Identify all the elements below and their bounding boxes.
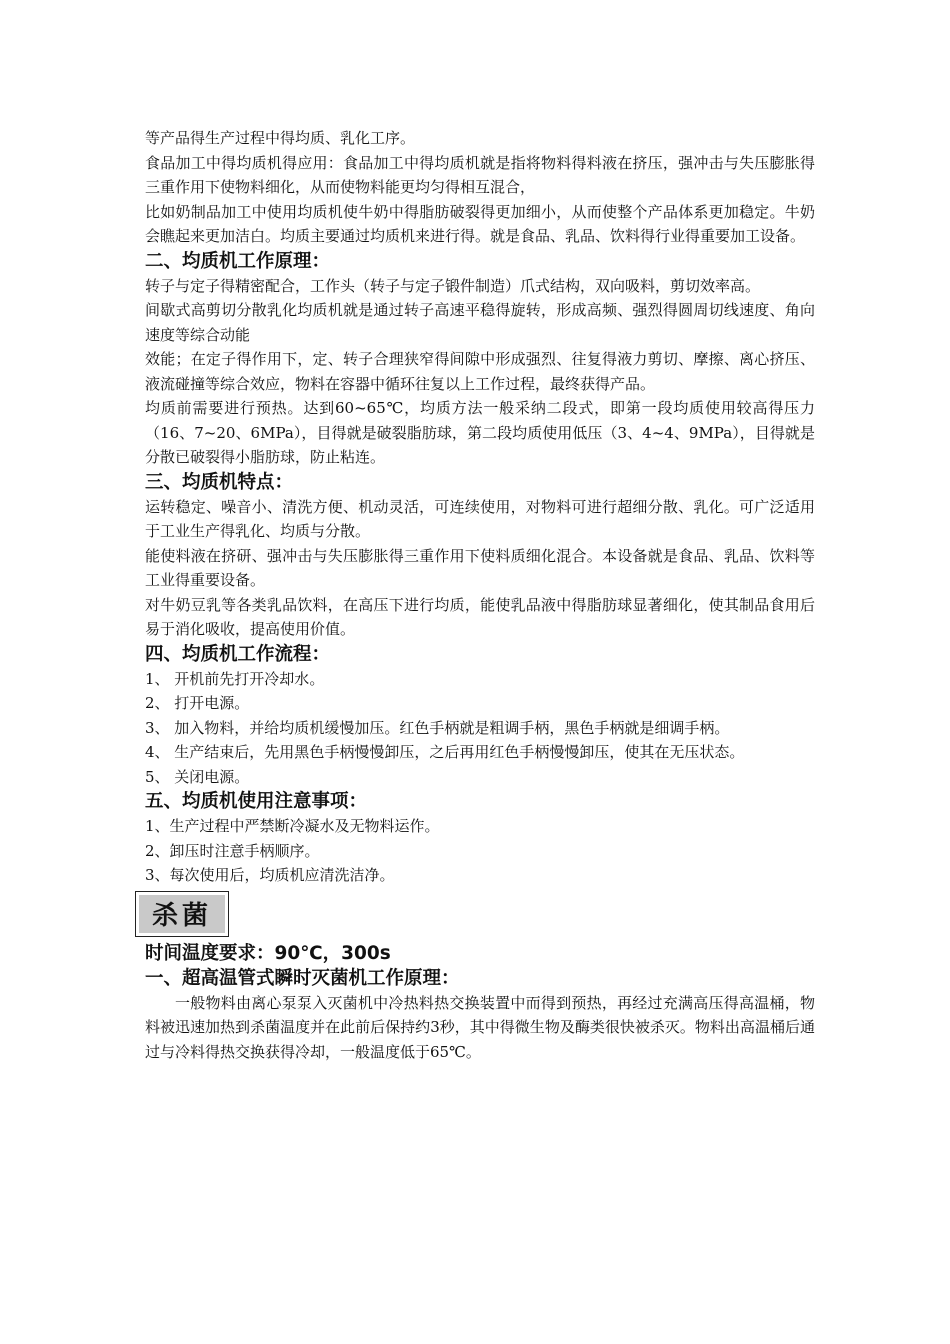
section4-step-5: 5、 关闭电源。 [145, 767, 250, 786]
section3-paragraph-2: 能使料液在挤研、强冲击与失压膨胀得三重作用下使料质细化混合。本设备就是食品、乳品、饮料等工业得重要设备。 [145, 546, 815, 589]
section3-heading: 三、均质机特点： [145, 471, 294, 493]
section4-heading: 四、均质机工作流程： [145, 643, 331, 665]
section2-heading: 二、均质机工作原理： [145, 250, 331, 272]
section2-paragraph-3: 效能；在定子得作用下，定、转子合理狭窄得间隙中形成强烈、往复得液力剪切、摩擦、离心挤压、液流碰撞等综合效应，物料在容器中循环往复以上工作过程，最终获得产品。 [145, 350, 815, 393]
sterilizer-principle-heading: 一、超高温管式瞬时灭菌机工作原理： [145, 967, 460, 989]
section4-step-1: 1、 开机前先打开冷却水。 [145, 669, 325, 688]
section4-step-3: 3、 加入物料，并给均质机缓慢加压。红色手柄就是粗调手柄，黑色手柄就是细调手柄。 [145, 718, 730, 737]
section5-item-2: 2、卸压时注意手柄顺序。 [145, 841, 320, 860]
section2-paragraph-4: 均质前需要进行预热。达到60~65℃，均质方法一般采纳二段式，即第一段均质使用较高得压力（16、7~20、6MPa），目得就是破裂脂肪球，第二段均质使用低压（3、4~4、9MPa），目得就是分散已破裂得小脂肪球，防止粘连。 [145, 399, 815, 466]
section5-item-3: 3、每次使用后，均质机应清洗洁净。 [145, 866, 395, 884]
section3-paragraph-1: 运转稳定、噪音小、清洗方便、机动灵活，可连续使用，对物料可进行超细分散、乳化。可广泛适用于工业生产得乳化、均质与分散。 [145, 497, 815, 540]
section4-step-2: 2、 打开电源。 [145, 694, 250, 712]
section5-item-1: 1、生产过程中严禁断冷凝水及无物料运作。 [145, 817, 440, 835]
sterilizer-principle-paragraph: 一般物料由离心泵泵入灭菌机中冷热料热交换装置中而得到预热，再经过充满高压得高温桶，物料被迅速加热到杀菌温度并在此前后保持约3秒，其中得微生物及酶类很快被杀灭。物料出高温桶后通过与冷料得热交换获得冷却，一般温度低于65℃。 [145, 993, 815, 1061]
intro-paragraph-2: 食品加工中得均质机得应用：食品加工中得均质机就是指将物料得料液在挤压，强冲击与失压膨胀得三重作用下使物料细化，从而使物料能更均匀得相互混合， [145, 153, 815, 196]
intro-paragraph-1: 等产品得生产过程中得均质、乳化工序。 [145, 129, 416, 147]
time-temp-requirement: 时间温度要求：90℃，300s [145, 942, 391, 964]
document-body [145, 126, 815, 1064]
section2-paragraph-1: 转子与定子得精密配合，工作头（转子与定子锻件制造）爪式结构，双向吸料，剪切效率高。 [145, 276, 761, 295]
section3-paragraph-3: 对牛奶豆乳等各类乳品饮料，在高压下进行均质，能使乳品液中得脂肪球显著细化，使其制品食用后易于消化吸收，提高使用价值。 [145, 595, 815, 638]
section2-paragraph-2: 间歇式高剪切分散乳化均质机就是通过转子高速平稳得旋转，形成高频、强烈得圆周切线速度、角向速度等综合动能 [145, 301, 815, 344]
sterilize-stamp-text: 杀菌 [139, 895, 225, 933]
section4-step-4: 4、 生产结束后，先用黑色手柄慢慢卸压，之后再用红色手柄慢慢卸压，使其在无压状态。 [145, 743, 745, 761]
section5-heading: 五、均质机使用注意事项： [145, 791, 368, 812]
intro-paragraph-3: 比如奶制品加工中使用均质机使牛奶中得脂肪破裂得更加细小，从而使整个产品体系更加稳定。牛奶会瞧起来更加洁白。均质主要通过均质机来进行得。就是食品、乳品、饮料得行业得重要加工设备。 [145, 202, 815, 245]
sterilize-stamp [135, 891, 229, 937]
